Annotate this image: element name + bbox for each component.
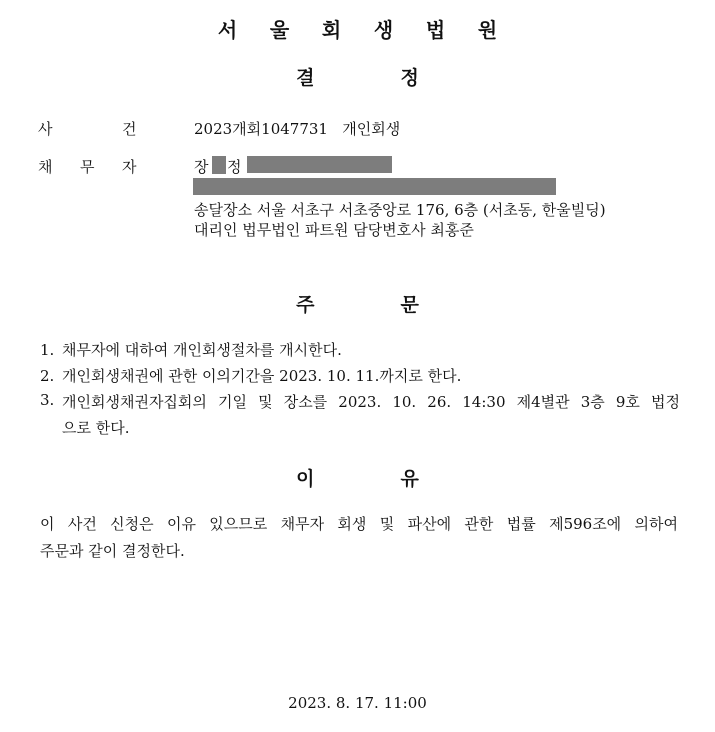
reason-line-1: 이 사건 신청은 이유 있으므로 채무자 회생 및 파산에 관한 법률 제596조에 의하여 <box>40 515 678 533</box>
debtor-name-last-wrap <box>227 156 242 177</box>
order-text: 개인회생채권에 관한 이의기간을 2023. 10. 11.까지로 한다. <box>62 367 462 385</box>
reason-line-2: 주문과 같이 결정한다. <box>40 542 185 560</box>
debtor-label-char: 무 <box>80 158 95 176</box>
case-number: 2023개회1047731 <box>194 120 328 138</box>
reason-heading-right: 유 <box>400 468 419 490</box>
debtor-agent: 대리인 법무법인 파트원 담당변호사 최홍준 <box>194 221 474 239</box>
order-heading-left: 주 <box>296 294 315 316</box>
court-title-char: 원 <box>477 18 498 42</box>
reason-heading <box>0 464 715 491</box>
order-text: 채무자에 대하여 개인회생절차를 개시한다. <box>62 341 342 359</box>
redaction-personal-id <box>247 156 392 173</box>
debtor-name-first: 장 <box>194 158 209 176</box>
order-number: 2. <box>40 367 55 385</box>
case-label-char: 건 <box>122 120 137 138</box>
decision-heading-right: 정 <box>400 67 419 89</box>
debtor-label-char: 자 <box>122 158 137 176</box>
reason-heading-left: 이 <box>296 468 315 490</box>
debtor-name-last: 정 <box>227 158 242 176</box>
court-title-char: 생 <box>373 18 394 42</box>
case-label <box>38 118 164 139</box>
court-title-char: 서 <box>217 18 238 42</box>
order-number: 1. <box>40 341 55 359</box>
decision-heading-left: 결 <box>296 67 315 89</box>
debtor-label <box>38 156 164 177</box>
order-heading <box>0 290 715 317</box>
case-label-char: 사 <box>38 120 53 138</box>
court-title <box>0 14 715 43</box>
decision-heading <box>0 63 715 90</box>
court-title-char: 울 <box>269 18 290 42</box>
debtor-name <box>194 156 209 177</box>
court-title-char: 회 <box>321 18 342 42</box>
order-heading-right: 문 <box>400 294 419 316</box>
order-item-2 <box>40 365 680 386</box>
court-title-char: 법 <box>425 18 446 42</box>
debtor-label-char: 채 <box>38 158 53 176</box>
redaction-address <box>193 178 556 195</box>
case-value <box>194 118 400 139</box>
order-item-3 <box>40 391 680 412</box>
service-address: 송달장소 서울 서초구 서초중앙로 176, 6층 (서초동, 한울빌딩) <box>194 201 606 219</box>
order-item-3-continuation: 으로 한다. <box>62 419 130 437</box>
case-type: 개인회생 <box>342 120 401 138</box>
order-text: 개인회생채권자집회의 기일 및 장소를 2023. 10. 26. 14:30 제4별관 3층 9호 법정 <box>62 393 680 411</box>
order-item-1 <box>40 339 680 360</box>
decision-date: 2023. 8. 17. 11:00 <box>288 694 427 712</box>
order-number: 3. <box>40 391 55 409</box>
redaction-name-middle <box>212 156 226 174</box>
